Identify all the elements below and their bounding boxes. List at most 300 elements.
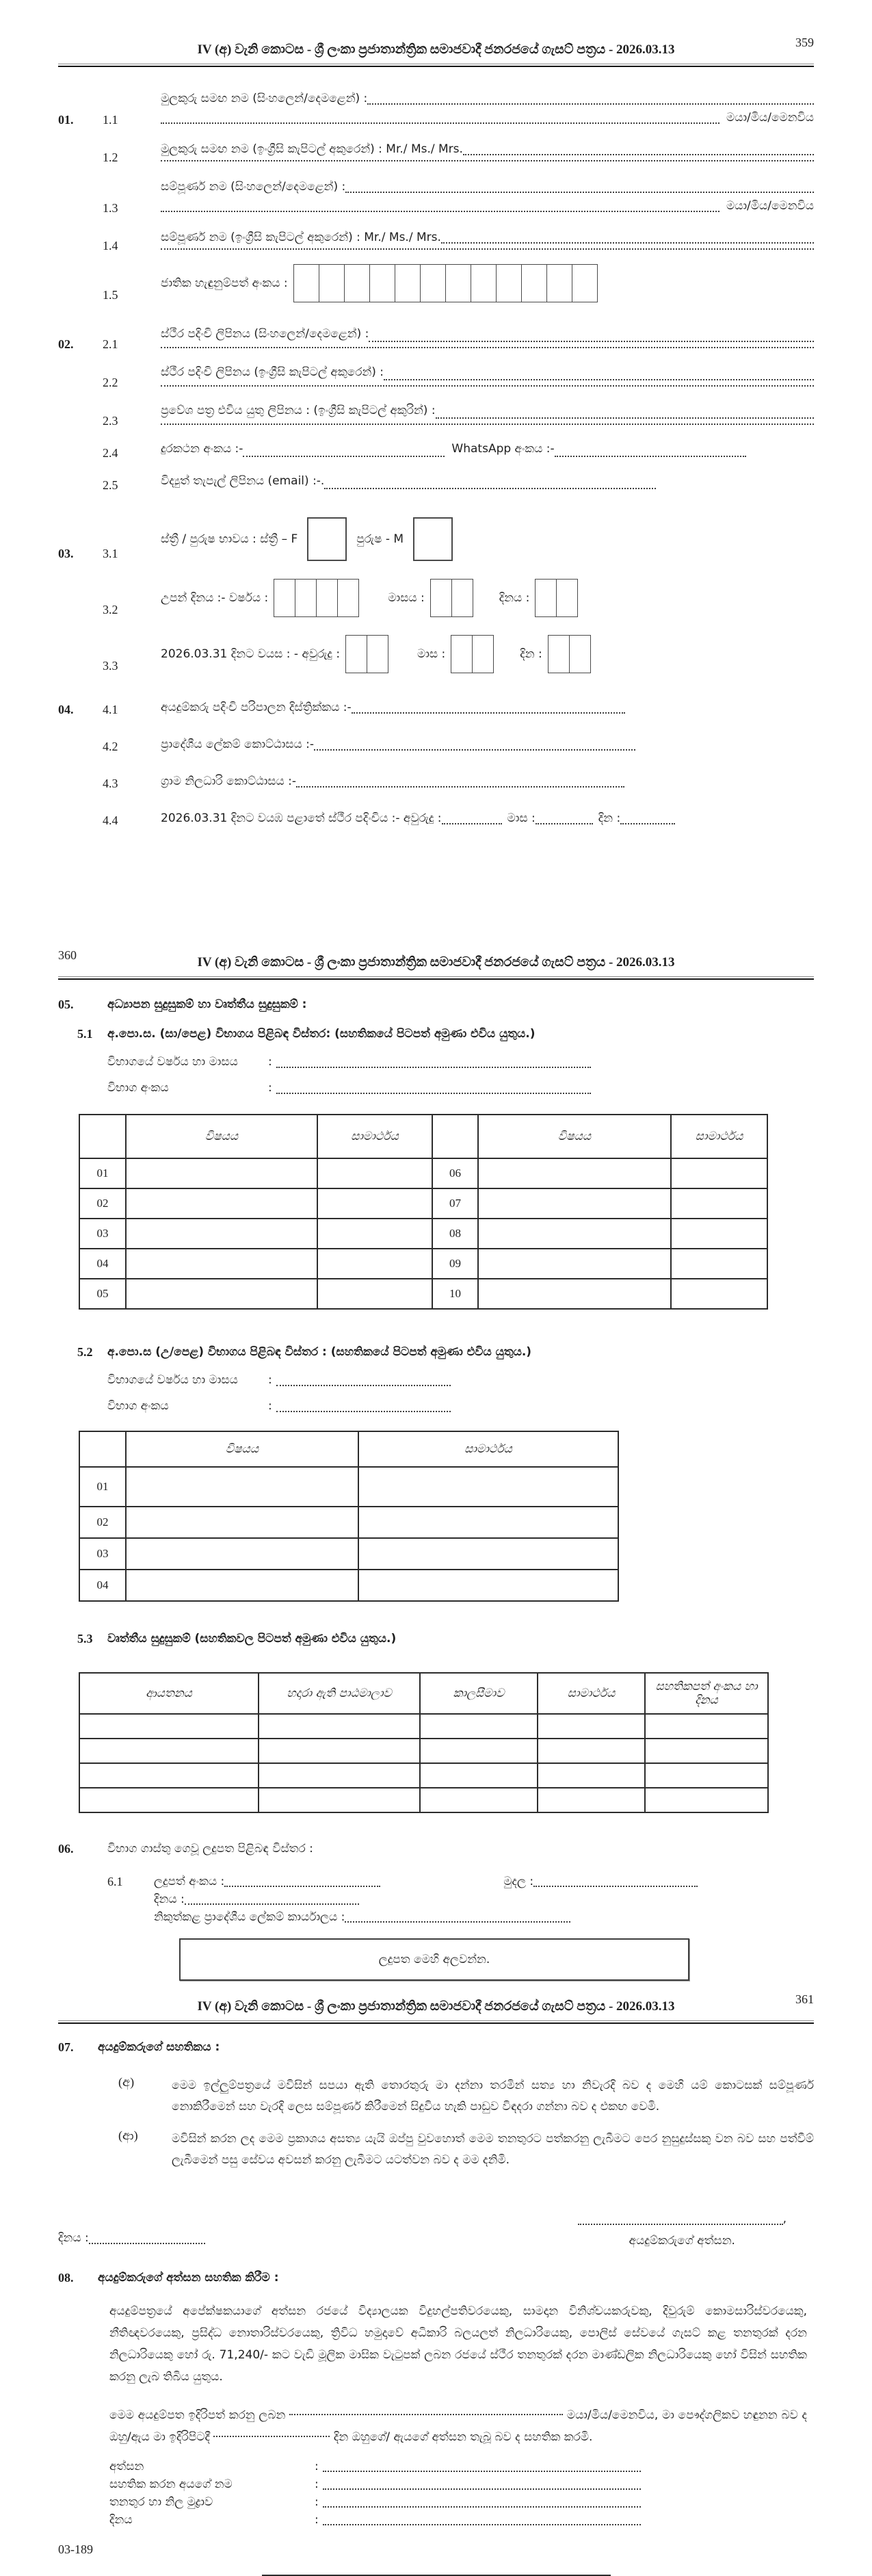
item-number: 3.3 — [103, 659, 118, 673]
receipt-paste-box[interactable] — [179, 1938, 689, 1981]
gazette-header — [58, 36, 814, 57]
table-row — [79, 1158, 767, 1188]
field-label: ස්ථීර පදිංචි ලිපිනය (සිංහලෙන්/දෙමළෙන්) : — [161, 327, 369, 341]
page-359 — [0, 0, 872, 944]
honorific-options: මයා/මිය/මෙනවිය — [726, 199, 814, 213]
table-row — [79, 1467, 618, 1507]
item-number: 2.3 — [103, 414, 118, 428]
item-4-2 — [58, 735, 814, 754]
item-2-4 — [58, 438, 814, 460]
field-label: ස්ථීර පදිංචි ලිපිනය (ඉංග්‍රීසි කැපිටල් අකුරෙන්) : — [161, 365, 384, 379]
nic-digit-box[interactable] — [370, 265, 395, 302]
item-1-3 — [58, 177, 814, 216]
whatsapp-label: WhatsApp අංකය :- — [451, 442, 555, 456]
institution-cell[interactable] — [79, 1739, 259, 1763]
blank-line[interactable] — [276, 1383, 451, 1386]
ds-division-label: ප්‍රාදේශීය ලේකම් කොට්ඨාසය :- — [161, 738, 314, 751]
grade-cell[interactable] — [317, 1279, 432, 1309]
birth-year-label: උපන් දිනය :- වර්ෂය : — [161, 591, 269, 605]
course-cell[interactable] — [259, 1714, 420, 1739]
colon: : — [315, 2513, 319, 2527]
section-04-number: 04. — [58, 703, 74, 716]
date-field — [58, 2228, 205, 2248]
digit-box[interactable] — [338, 580, 358, 616]
field-label: ප්‍රවේශ පත්‍ර එවිය යුතු ලිපිනය : (ඉංග්‍රීසි කැපිටල් අකුරින්) : — [161, 404, 436, 417]
grade-header: සාමාර්ථය — [671, 1115, 767, 1158]
subject-cell[interactable] — [126, 1570, 358, 1601]
table-row — [79, 1507, 618, 1538]
attestor-designation-row — [109, 2493, 814, 2511]
blank-line[interactable] — [441, 241, 814, 244]
item-number: 1.1 — [103, 113, 118, 127]
age-years-label: 2026.03.31 දිනට වයස : - අවුරුදු : — [161, 647, 341, 661]
row-number: 10 — [432, 1279, 478, 1309]
gn-division-label: ග්‍රාම නිලධාරි කොට්ඨාසය :- — [161, 775, 297, 788]
nic-digit-box[interactable] — [446, 265, 471, 302]
item-number: 1.2 — [103, 151, 118, 164]
item-number: 1.4 — [103, 239, 118, 252]
item-number: 6.1 — [107, 1875, 123, 1888]
item-3-2 — [58, 579, 814, 617]
applicant-name-blank[interactable] — [289, 2412, 563, 2415]
grade-cell[interactable] — [358, 1467, 618, 1507]
page-number: 361 — [795, 1992, 814, 2006]
notice-reference-code: 03-189 — [58, 2542, 93, 2556]
item-2-2 — [58, 361, 814, 390]
institution-cell[interactable] — [79, 1763, 259, 1788]
item-number: 2.2 — [103, 376, 118, 389]
grade-cell[interactable] — [317, 1188, 432, 1219]
item-1-2 — [58, 140, 814, 165]
subject-header: විෂයය — [478, 1115, 671, 1158]
item-4-3 — [58, 772, 814, 791]
colon: : — [315, 2460, 319, 2473]
duration-cell[interactable] — [420, 1714, 538, 1739]
age-days-boxes — [548, 635, 591, 673]
female-checkbox[interactable] — [307, 517, 347, 561]
grade-cell[interactable] — [671, 1188, 767, 1219]
item-5-2-heading — [77, 1345, 814, 1359]
gazette-header-title: IV (අ) වැනි කොටස - ශ්‍රී ලංකා ප්‍රජාතාන්ත්‍රික සමාජවාදී ජනරජයේ ගැසට් පත්‍රය - 2026.03.13 — [197, 42, 675, 57]
item-number: 2.1 — [103, 337, 118, 351]
al-exam-index-row — [107, 1396, 814, 1416]
certify-text-2: මයා/මිය/මෙනවිය, මා පෞද්ගලිකව හඳුනන බව ද ඔහු/ඇය මා ඉදිරිපිටදී — [109, 2408, 807, 2444]
duration-cell[interactable] — [420, 1739, 538, 1763]
blank-line[interactable] — [161, 209, 719, 212]
exam-year-label: විභාගයේ වර්ෂය හා මාසය — [107, 1373, 238, 1387]
colon: : — [268, 1055, 272, 1069]
grade-cell[interactable] — [358, 1570, 618, 1601]
attestation-paragraph: අයදුම්පත්‍රයේ අපේක්ෂකයාගේ අත්සන රජයේ විද්‍යාලයක විදුහල්පතිවරයෙකු, සාමදාන විනිශ්චයකරුවකු, දිවුරුම් කොමසාරිස්වරයෙකු, නීතිඥවරයෙකු, ප්‍රසිද්ධ නොතාරිස්වරයෙකු, ත්‍රිවිධ හමුදාවේ අධිකාරි බලයලත් නිලධාරියෙකු, පොලිස් සේවයේ ගැසට් කළ තනතුරක් දරන නිලධාරියෙකු හෝ රු. 71,240/- කට වැඩි මූලික මාසික වැටුපක් ලබන රජයේ ස්ථීර තනතුරක් දරන මාණ්ඩලික නිලධාරියෙකු හෝ විසින් සහතික කරනු ලැබ තිබිය යුතුය. — [109, 2304, 807, 2384]
grade-cell[interactable] — [538, 1714, 645, 1739]
field-label: මුලකුරු සමඟ නම (ඉංග්‍රීසි කැපිටල් අකුරෙන්) : Mr./ Ms./ Mrs. — [161, 142, 463, 156]
certificate-cell[interactable] — [645, 1714, 768, 1739]
attestor-name-row — [109, 2475, 814, 2493]
section-01-number: 01. — [58, 113, 74, 127]
amount-label: මුදල : — [503, 1875, 534, 1888]
section-05-number: 05. — [58, 998, 74, 1011]
receipt-number-row — [107, 1873, 814, 1890]
blank-line[interactable] — [161, 121, 719, 124]
subject-cell[interactable] — [126, 1507, 358, 1538]
district-label: අයදුම්කරු පදිංචි පරිපාලන දිස්ත්‍රික්කය :- — [161, 701, 352, 714]
issuing-office-row — [154, 1908, 814, 1926]
colon: : — [268, 1081, 272, 1095]
al-exam-title: අ.පො.ස (උ/පෙළ) විභාගය පිළිබඳ විස්තර : (සහතිකයේ පිටපත් අමුණා එවිය යුතුය.) — [107, 1345, 532, 1359]
field-label: මුලකුරු සමඟ නම (සිංහලෙන්/දෙමළෙන්) : — [161, 92, 368, 105]
item-5-3-heading — [77, 1632, 814, 1646]
blank-line[interactable] — [243, 454, 445, 457]
row-number: 09 — [432, 1249, 478, 1279]
age-days-label: දින : — [520, 647, 542, 661]
grade-cell[interactable] — [358, 1507, 618, 1538]
table-header-row — [79, 1673, 768, 1714]
comma: , — [782, 2212, 787, 2226]
digit-box[interactable] — [431, 580, 452, 616]
row-number: 08 — [432, 1219, 478, 1249]
digit-box[interactable] — [317, 580, 338, 616]
nic-digit-box[interactable] — [395, 265, 421, 302]
course-cell[interactable] — [259, 1788, 420, 1812]
item-number: 1.5 — [103, 288, 118, 302]
row-number: 01 — [79, 1158, 126, 1188]
certificate-header: සහතිකපත් අංකය හා දිනය — [645, 1673, 768, 1714]
table-row — [79, 1763, 768, 1788]
ol-exam-title: අ.පො.ස. (සා/පෙළ) විභාගය පිළිබඳ විස්තර: (සහතිකයේ පිටපත් අමුණා එවිය යුතුය.) — [107, 1027, 536, 1041]
table-row — [79, 1538, 618, 1570]
item-number: 5.1 — [77, 1027, 93, 1041]
applicant-signature-block — [578, 2209, 787, 2248]
grade-cell[interactable] — [317, 1249, 432, 1279]
attestor-signature-row — [109, 2458, 814, 2475]
birth-day-boxes — [535, 579, 578, 617]
attestor-date-row — [109, 2511, 814, 2529]
section-03-number: 03. — [58, 547, 74, 560]
clause-a-text: මෙම ඉල්ලුම්පත්‍රයේ මවිසින් සපයා ඇති තොරතුරු මා දන්නා තරමින් සත්‍ය හා නිවැරදි බව ද මෙහි යම් කොටසක් සම්පූර්ණ නොකිරීමෙන් සහ වැරදි ලෙස සම්පූර්ණ කිරීමෙන් සිදුවිය හැකි පාඩුව විඳදරා ගන්නා බව ද එකඟ වෙමි. — [172, 2079, 814, 2113]
section-08-title: අයදුම්කරුගේ අත්සන සහතික කිරීම : — [98, 2271, 279, 2285]
receipt-date-row — [154, 1890, 814, 1908]
date-signature-row — [58, 2209, 814, 2248]
clause-b-number: (ආ) — [118, 2129, 138, 2142]
blank-line[interactable] — [296, 785, 624, 788]
gender-label-female: ස්ත්‍රී / පුරුෂ භාවය : ස්ත්‍රී – F — [161, 532, 298, 546]
date-label: දිනය : — [58, 2231, 89, 2245]
table-row — [79, 1279, 767, 1309]
subject-cell[interactable] — [126, 1467, 358, 1507]
blank-line[interactable] — [185, 1902, 359, 1905]
blank-line[interactable] — [276, 1091, 591, 1094]
table-header-row — [79, 1115, 767, 1158]
item-number: 2.5 — [103, 478, 118, 492]
blank-line[interactable] — [161, 346, 814, 348]
phone-label: දුරකථන අංකය :- — [161, 442, 243, 456]
subject-cell[interactable] — [126, 1188, 317, 1219]
blank-line[interactable] — [323, 2523, 641, 2525]
blank-line[interactable] — [536, 822, 593, 824]
attestor-fields — [109, 2458, 814, 2529]
item-4-1 — [58, 698, 814, 717]
gazette-header — [58, 948, 814, 970]
section-02-number: 02. — [58, 337, 74, 351]
declaration-b — [118, 2129, 814, 2171]
nic-digit-box[interactable] — [497, 265, 522, 302]
header-rule — [58, 64, 814, 67]
grade-cell[interactable] — [671, 1158, 767, 1188]
row-number: 02 — [79, 1188, 126, 1219]
receipt-number-label: ලදුපත් අංකය : — [154, 1875, 225, 1888]
section-07-title: අයදුම්කරුගේ සහතිකය : — [98, 2040, 220, 2054]
row-number: 03 — [79, 1538, 126, 1570]
row-number: 07 — [432, 1188, 478, 1219]
blank-line[interactable] — [161, 159, 814, 161]
gazette-header-title: IV (අ) වැනි කොටස - ශ්‍රී ලංකා ප්‍රජාතාන්ත්‍රික සමාජවාදී ජනරජයේ ගැසට් පත්‍රය - 2026.03.13 — [197, 1999, 675, 2014]
professional-qual-title: වෘත්තීය සුදුසුකම් (සහතිකවල පිටපත් අමුණා එවිය යුතුය.) — [107, 1632, 397, 1645]
row-number: 03 — [79, 1219, 126, 1249]
grade-cell[interactable] — [317, 1158, 432, 1188]
colon: : — [315, 2495, 319, 2509]
grade-cell[interactable] — [671, 1249, 767, 1279]
certify-text-3: දින ඔහුගේ/ ඇයගේ අත්සන තැබූ බව ද සහතික කරමි. — [333, 2430, 593, 2444]
certify-date-blank[interactable] — [213, 2434, 330, 2437]
subject-cell[interactable] — [478, 1188, 671, 1219]
certify-text-1: මෙම අයදුම්පත ඉදිරිපත් කරනු ලබන — [109, 2408, 286, 2422]
attestor-designation-label: තනතුර හා නිල මුද්‍රාව — [109, 2495, 213, 2509]
table-row — [79, 1714, 768, 1739]
course-cell[interactable] — [259, 1739, 420, 1763]
blank-line[interactable] — [442, 822, 502, 824]
signature-blank-line[interactable] — [578, 2222, 783, 2225]
gazette-header-title: IV (අ) වැනි කොටස - ශ්‍රී ලංකා ප්‍රජාතාන්ත්‍රික සමාජවාදී ජනරජයේ ගැසට් පත්‍රය - 2026.03.13 — [197, 955, 675, 970]
blank-line[interactable] — [384, 378, 814, 380]
item-2-3 — [58, 400, 814, 428]
digit-box[interactable] — [536, 580, 557, 616]
item-number: 4.2 — [103, 740, 118, 753]
digit-box[interactable] — [346, 636, 367, 673]
grade-cell[interactable] — [538, 1788, 645, 1812]
row-number: 06 — [432, 1158, 478, 1188]
blank-line[interactable] — [161, 422, 814, 425]
nic-digit-box[interactable] — [421, 265, 446, 302]
nic-digit-box[interactable] — [319, 265, 345, 302]
attestor-signature-label: අත්සන — [109, 2460, 144, 2473]
subject-cell[interactable] — [478, 1249, 671, 1279]
blank-line[interactable] — [314, 748, 635, 751]
header-rule — [58, 2020, 814, 2024]
grade-cell[interactable] — [538, 1739, 645, 1763]
item-3-3 — [58, 635, 814, 673]
header-rule — [58, 976, 814, 980]
digit-box[interactable] — [367, 636, 388, 673]
subject-cell[interactable] — [126, 1279, 317, 1309]
row-number: 02 — [79, 1507, 126, 1538]
nic-digit-box[interactable] — [294, 265, 319, 302]
male-checkbox[interactable] — [413, 517, 453, 561]
grade-cell[interactable] — [671, 1219, 767, 1249]
course-cell[interactable] — [259, 1763, 420, 1788]
section-05-heading — [58, 998, 814, 1012]
blank-line[interactable] — [89, 2241, 205, 2244]
age-years-boxes — [345, 635, 388, 673]
birth-month-label: මාසය : — [388, 591, 425, 605]
nic-digit-box[interactable] — [345, 265, 370, 302]
subject-cell[interactable] — [126, 1158, 317, 1188]
grade-header: සාමාර්ථය — [358, 1431, 618, 1467]
grade-header: සාමාර්ථය — [538, 1673, 645, 1714]
blank-line[interactable] — [463, 153, 814, 155]
colon: : — [315, 2477, 319, 2491]
table-row — [79, 1570, 618, 1601]
paste-note: ලදුපත මෙහි අලවන්න. — [378, 1953, 490, 1966]
blank-line[interactable] — [276, 1065, 591, 1068]
page-360 — [0, 944, 872, 1991]
blank-line[interactable] — [323, 2469, 641, 2472]
page-361 — [0, 1991, 872, 2566]
subject-cell[interactable] — [478, 1158, 671, 1188]
exam-index-label: විභාග අංකය — [107, 1081, 169, 1095]
item-1-1 — [58, 89, 814, 127]
email-label: විද්‍යුත් තැපැල් ලිපිනය (email) :-. — [161, 474, 325, 488]
blank-line[interactable] — [345, 1920, 570, 1923]
grade-cell[interactable] — [538, 1763, 645, 1788]
blank-line[interactable] — [161, 247, 814, 250]
blank-line[interactable] — [367, 102, 814, 105]
section-07-heading — [58, 2040, 814, 2055]
field-label: ජාතික හැඳුනුම්පත් අංකය : — [161, 276, 288, 290]
digit-box[interactable] — [295, 580, 317, 616]
row-number: 01 — [79, 1467, 126, 1507]
grade-cell[interactable] — [671, 1279, 767, 1309]
table-header-row — [79, 1431, 618, 1467]
blank-line[interactable] — [369, 339, 814, 342]
digit-box[interactable] — [473, 636, 493, 673]
item-5-1-heading — [77, 1027, 814, 1041]
digit-box[interactable] — [570, 636, 590, 673]
section-08-heading — [58, 2271, 814, 2285]
table-row — [79, 1739, 768, 1763]
subject-cell[interactable] — [478, 1219, 671, 1249]
issuing-office-label: නිකුත්කළ ප්‍රාදේශීය ලේකම් කාර්යාලය : — [154, 1910, 345, 1924]
birth-day-label: දිනය : — [499, 591, 530, 605]
nic-digit-box[interactable] — [522, 265, 547, 302]
blank-line[interactable] — [161, 384, 814, 387]
blank-header — [432, 1115, 478, 1158]
blank-line[interactable] — [352, 711, 625, 714]
certify-paragraph — [109, 2404, 807, 2448]
digit-box[interactable] — [274, 580, 295, 616]
blank-line[interactable] — [324, 486, 656, 489]
section-07-number: 07. — [58, 2040, 74, 2054]
duration-cell[interactable] — [420, 1763, 538, 1788]
colon: : — [268, 1373, 272, 1387]
grade-cell[interactable] — [317, 1219, 432, 1249]
blank-line[interactable] — [323, 2505, 641, 2508]
digit-box[interactable] — [549, 636, 570, 673]
months-label: මාස : — [507, 811, 536, 825]
certificate-cell[interactable] — [645, 1763, 768, 1788]
exam-year-label: විභාගයේ වර්ෂය හා මාසය — [107, 1055, 238, 1069]
certificate-cell[interactable] — [645, 1788, 768, 1812]
institution-cell[interactable] — [79, 1714, 259, 1739]
nic-digit-box[interactable] — [547, 265, 572, 302]
gender-label-male: පුරුෂ - M — [356, 532, 404, 546]
course-header: හදාරා ඇති පාඨමාලාව — [259, 1673, 420, 1714]
institution-cell[interactable] — [79, 1788, 259, 1812]
nic-digit-box[interactable] — [572, 265, 597, 302]
row-number: 05 — [79, 1279, 126, 1309]
al-results-table — [79, 1431, 619, 1602]
digit-box[interactable] — [451, 636, 473, 673]
duration-cell[interactable] — [420, 1788, 538, 1812]
grade-header: සාමාර්ථය — [317, 1115, 432, 1158]
blank-line[interactable] — [345, 190, 814, 193]
blank-line[interactable] — [533, 1884, 698, 1887]
blank-header — [79, 1431, 126, 1467]
blank-line[interactable] — [436, 416, 814, 419]
item-2-1 — [58, 323, 814, 352]
days-label: දින : — [598, 811, 621, 825]
exam-index-label: විභාග අංකය — [107, 1399, 169, 1413]
section-06-number: 06. — [58, 1842, 74, 1856]
al-exam-year-row — [107, 1370, 814, 1390]
duration-header: කාලසීමාව — [420, 1673, 538, 1714]
item-1-5 — [58, 264, 814, 302]
item-number: 4.1 — [103, 703, 118, 716]
blank-line[interactable] — [276, 1409, 451, 1412]
item-number: 3.1 — [103, 547, 118, 560]
grade-cell[interactable] — [358, 1538, 618, 1570]
item-number: 4.4 — [103, 814, 118, 827]
field-label: සම්පූර්ණ නම (ඉංග්‍රීසි කැපිටල් අකුරෙන්) : Mr./ Ms./ Mrs. — [161, 231, 441, 244]
ol-results-table — [79, 1114, 768, 1310]
birth-year-boxes — [274, 579, 359, 617]
subject-cell[interactable] — [126, 1249, 317, 1279]
digit-box[interactable] — [452, 580, 473, 616]
blank-line[interactable] — [555, 454, 746, 457]
table-row — [79, 1188, 767, 1219]
section-06-heading — [58, 1842, 814, 1856]
institution-header: ආයතනය — [79, 1673, 259, 1714]
nic-number-boxes — [293, 264, 598, 302]
age-months-label: මාස : — [417, 647, 446, 661]
applicant-signature-label: අයදුම්කරුගේ අත්සන. — [629, 2234, 735, 2248]
residency-label: 2026.03.31 දිනට වයඹ පළාතේ ස්ථීර පදිංචිය :- අවුරුදු : — [161, 811, 442, 825]
subject-cell[interactable] — [478, 1279, 671, 1309]
subject-cell[interactable] — [126, 1219, 317, 1249]
certificate-cell[interactable] — [645, 1739, 768, 1763]
blank-line[interactable] — [323, 2487, 641, 2490]
subject-header: විෂයය — [126, 1115, 317, 1158]
section-08-number: 08. — [58, 2271, 74, 2285]
clause-b-text: මවිසින් කරන ලද මෙම ප්‍රකාශය අසත්‍ය යැයි ඔප්පු වුවහොත් මෙම තනතුරට පත්කරනු ලැබීමට පෙර නුසුදුස්සකු වන බව සහ පත්වීම් ලැබීමෙන් පසු සේවය අවසන් කරනු ලැබීමට යටත්වන බව ද මම දනිමි. — [172, 2132, 814, 2167]
item-number: 1.3 — [103, 201, 118, 215]
subject-cell[interactable] — [126, 1538, 358, 1570]
table-row — [79, 1788, 768, 1812]
ol-exam-year-row — [107, 1052, 814, 1071]
declaration-a — [118, 2075, 814, 2118]
blank-header — [79, 1115, 126, 1158]
digit-box[interactable] — [557, 580, 577, 616]
blank-line[interactable] — [224, 1884, 380, 1887]
nic-digit-box[interactable] — [471, 265, 497, 302]
blank-line[interactable] — [620, 822, 675, 824]
item-1-4 — [58, 228, 814, 253]
attestor-date-label: දිනය — [109, 2513, 133, 2527]
receipt-date-label: දිනය : — [154, 1892, 185, 1906]
page-number: 359 — [795, 36, 814, 49]
clause-a-number: (අ) — [118, 2075, 135, 2089]
item-number: 4.3 — [103, 777, 118, 790]
field-label: සම්පූර්ණ නම (සිංහලෙන්/දෙමළෙන්) : — [161, 180, 346, 194]
